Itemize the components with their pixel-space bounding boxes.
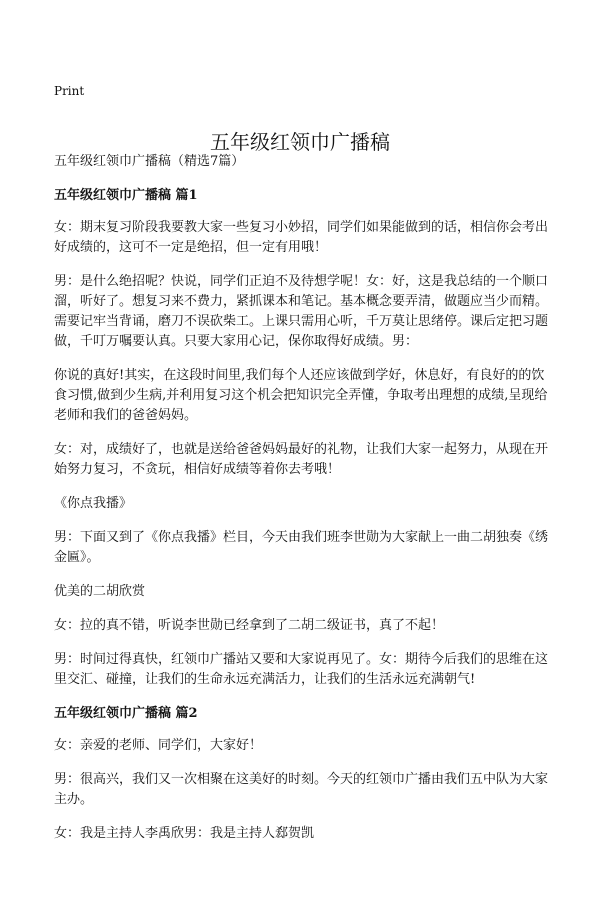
paragraph: 男：下面又到了《你点我播》栏目，今天由我们班李世勋为大家献上一曲二胡独奏《绣金匾》。 [54, 530, 549, 565]
paragraph: 《你点我播》 [54, 496, 133, 511]
paragraph: 女：对，成绩好了，也就是送给爸爸妈妈最好的礼物，让我们大家一起努力，从现在开始努力复习，不贪玩，相信好成绩等着你去考哦！ [54, 442, 549, 477]
article-subtitle: 五年级红领巾广播稿（精选7篇） [54, 154, 245, 169]
paragraph: 你说的真好!其实，在这段时间里,我们每个人还应该做到学好，休息好，有良好的的饮食习惯,做到少生病,并利用复习这个机会把知识完全弄懂，争取考出理想的成绩,呈现给老师和我们的爸爸妈妈。 [54, 368, 548, 423]
paragraph: 女：亲爱的老师、同学们，大家好！ [54, 738, 263, 753]
paragraph: 女：期末复习阶段我要教大家一些复习小妙招，同学们如果能做到的话，相信你会考出好成绩的，这可不一定是绝招，但一定有用哦！ [54, 220, 549, 255]
paragraph: 女：拉的真不错，听说李世勋已经拿到了二胡二级证书，真了不起！ [54, 618, 445, 633]
print-link[interactable]: Print [54, 84, 85, 98]
section-heading-1: 五年级红领巾广播稿 篇1 [54, 188, 198, 203]
paragraph: 男：很高兴，我们又一次相聚在这美好的时刻。今天的红领巾广播由我们五中队为大家主办。 [54, 772, 549, 807]
section-heading-2: 五年级红领巾广播稿 篇2 [54, 706, 198, 721]
paragraph: 男：是什么绝招呢？快说，同学们正迫不及待想学呢！女：好，这是我总结的一个顺口溜，听好了。想复习来不费力，紧抓课本和笔记。基本概念要弄清，做题应当少而精。需要记牢当背诵，磨刀不误砍柴工。上课只需用心听，千万莫让思绪停。课后定把习题做，千叮万嘱要认真。只要大家用心记，保你取得好成绩。男： [54, 274, 549, 349]
article-body [54, 152, 554, 858]
paragraph: 女：我是主持人李禹欣男：我是主持人郄贺凯 [54, 826, 315, 841]
paragraph: 优美的二胡欣赏 [54, 584, 146, 599]
page-title: 五年级红领巾广播稿 [210, 130, 390, 155]
paragraph: 男：时间过得真快，红领巾广播站又要和大家说再见了。女：期待今后我们的思维在这里交汇、碰撞，让我们的生命永远充满活力，让我们的生活永远充满朝气! [54, 652, 549, 687]
